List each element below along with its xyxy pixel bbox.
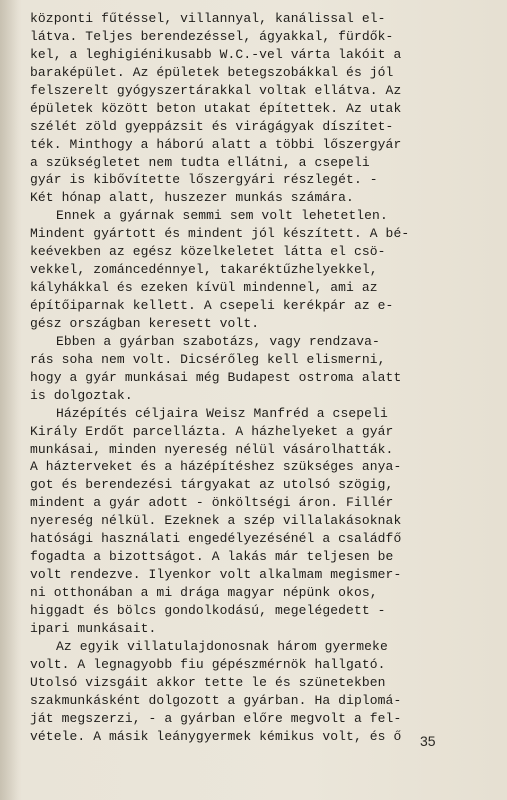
text-line: is dolgoztak. xyxy=(30,387,133,403)
text-line: szélét zöld gyeppázsit és virágágyak díszítet- xyxy=(30,118,394,134)
text-line: gyár is kibővítette lőszergyári részlegét. - xyxy=(30,172,378,188)
text-line: Ennek a gyárnak semmi sem volt lehetetlen. xyxy=(56,208,388,224)
text-line: Két hónap alatt, huszezer munkás számára. xyxy=(30,190,354,206)
text-line: vétele. A másik leánygyermek kémikus volt, és ő xyxy=(30,728,402,744)
text-line: munkásai, minden nyereség nélül vásárolhatták. xyxy=(30,441,394,457)
text-line: A házterveket és a házépítéshez szükséges anya- xyxy=(30,459,402,475)
text-line: mindent a gyár adott - önköltségi áron. Fillér xyxy=(30,495,394,511)
text-line: látva. Teljes berendezéssel, ágyakkal, fürdők- xyxy=(30,28,394,44)
text-line: kályhákkal és ezeken kívül mindennel, ami az xyxy=(30,280,378,296)
page-number: 35 xyxy=(420,733,436,749)
gutter-shadow xyxy=(0,0,22,800)
text-line: Ebben a gyárban szabotázs, vagy rendzava- xyxy=(56,333,380,349)
text-line: Házépítés céljaira Weisz Manfréd a csepeli xyxy=(56,405,388,421)
text-line: baraképület. Az épületek betegszobákkal és jól xyxy=(30,64,394,80)
text-line: ték. Minthogy a háború alatt a többi lőszergyár xyxy=(30,136,402,152)
text-line: fogadta a bizottságot. A lakás már teljesen be xyxy=(30,549,394,565)
text-line: épületek között beton utakat építettek. Az utak xyxy=(30,100,402,116)
text-line: ipari munkásait. xyxy=(30,620,157,636)
text-line: volt rendezve. Ilyenkor volt alkalmam megismer- xyxy=(30,567,402,583)
text-line: nyereség nélkül. Ezeknek a szép villalakásoknak xyxy=(30,513,402,529)
text-line: got és berendezési tárgyakat az utolsó szögig, xyxy=(30,477,394,493)
text-line: kel, a leghigiénikusabb W.C.-vel várta lakóit a xyxy=(30,46,402,62)
text-line: Az egyik villatulajdonosnak három gyermeke xyxy=(56,638,388,654)
text-line: Utolsó vizsgáit akkor tette le és szünetekben xyxy=(30,674,386,690)
text-line: központi fűtéssel, villannyal, kanálissal el- xyxy=(30,11,386,26)
text-line: rás soha nem volt. Dicsérőleg kell elismerni, xyxy=(30,351,386,367)
text-line: felszerelt gyógyszertárakkal voltak ellátva. Az xyxy=(30,82,402,98)
text-line: ni otthonában a mi drága magyar népünk okos, xyxy=(30,585,378,600)
text-line: ját megszerzi, - a gyárban előre megvolt a fel- xyxy=(30,710,402,726)
text-line: Mindent gyártott és mindent jól készített. A bé- xyxy=(30,226,410,242)
text-line: szakmunkásként dolgozott a gyárban. Ha diplomá- xyxy=(30,692,402,708)
text-line: gész országban keresett volt. xyxy=(30,315,260,331)
text-line: Király Erdőt parcellázta. A házhelyeket a gyár xyxy=(30,423,394,439)
text-line: volt. A legnagyobb fiu gépészmérnök hallgató. xyxy=(30,656,386,672)
body-text xyxy=(30,10,450,745)
text-line: építőiparnak kellett. A csepeli kerékpár az e- xyxy=(30,298,394,313)
text-line: a szükségletet nem tudta ellátni, a csepeli xyxy=(30,154,370,170)
text-line: vekkel, zománcedénnyel, takaréktűzhelyekkel, xyxy=(30,262,378,278)
text-line: higgadt és bölcs gondolkodású, megelégedett - xyxy=(30,602,386,618)
text-line: hogy a gyár munkásai még Budapest ostroma alatt xyxy=(30,369,402,385)
text-line: hatósági használati engedélyezésénél a családfő xyxy=(30,531,402,547)
text-line: keévekben az egész közelkeletet látta el csö- xyxy=(30,244,386,260)
